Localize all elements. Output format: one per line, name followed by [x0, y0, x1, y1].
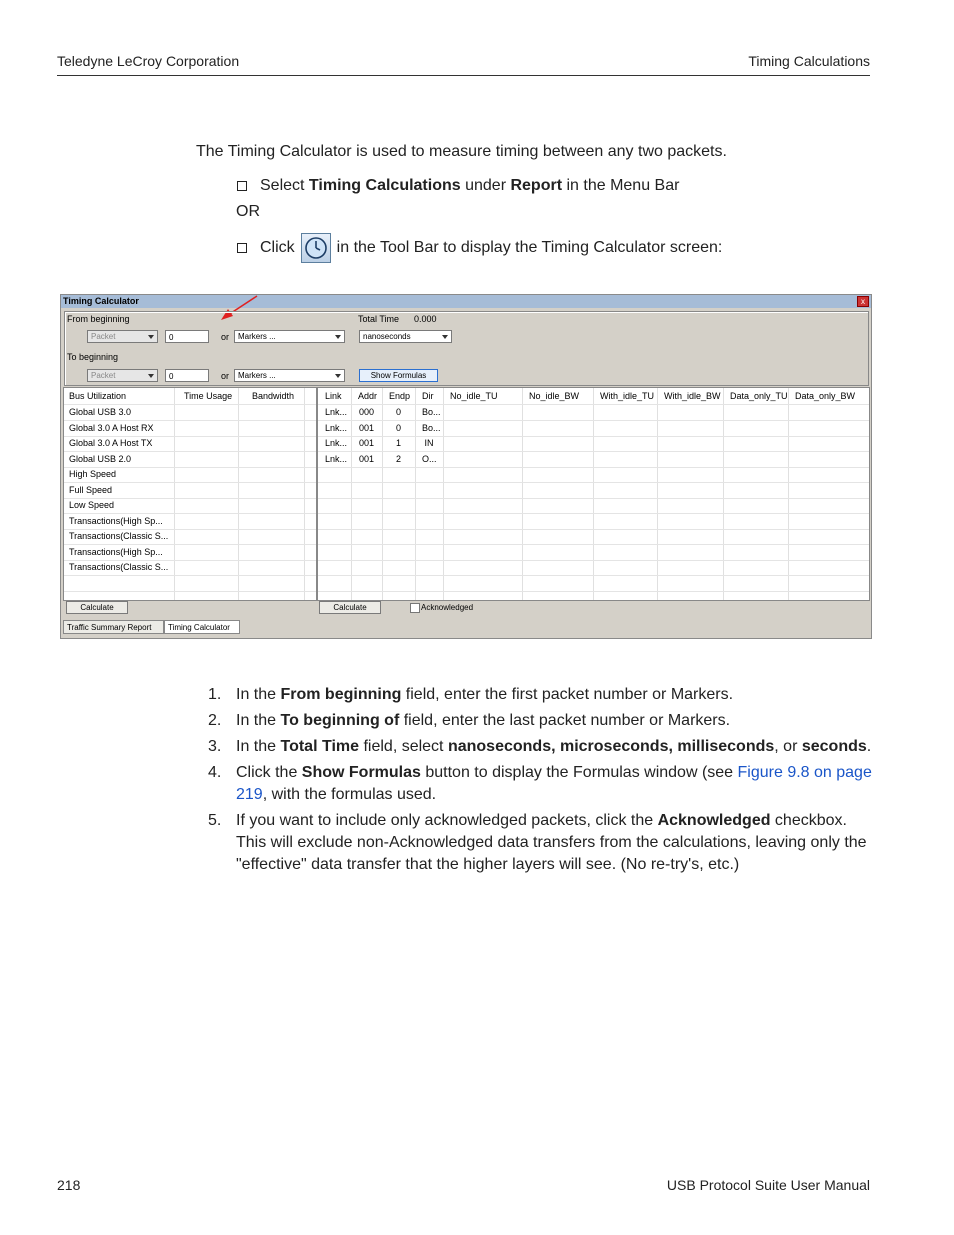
from-type-dropdown[interactable]: Packet [87, 330, 158, 343]
table-row[interactable] [318, 436, 869, 452]
table-row[interactable] [64, 483, 316, 499]
header-section: Timing Calculations [748, 53, 870, 69]
column-header[interactable]: Addr [358, 391, 378, 401]
from-packet-input[interactable]: 0 [165, 330, 209, 343]
column-header[interactable]: No_idle_TU [450, 391, 498, 401]
table-cell: 2 [395, 453, 401, 464]
to-beginning-label: To beginning [67, 352, 119, 362]
table-cell: Bo... [422, 422, 441, 433]
list-item: 4. Click the Show Formulas button to display the Formulas window (see Figure 9.8 on page 219, with the formulas used. [208, 764, 872, 803]
bullet-select: Select Timing Calculations under Report in the Menu Bar [237, 177, 679, 195]
bus-utilization-cell: Low Speed [69, 500, 115, 510]
bus-utilization-cell: Full Speed [69, 484, 113, 495]
table-row[interactable] [318, 452, 869, 468]
table-row[interactable] [64, 498, 316, 514]
show-formulas-button[interactable]: Show Formulas [359, 369, 438, 382]
timing-calculator-screenshot [60, 294, 872, 639]
bus-utilization-cell: Global USB 3.0 [69, 407, 132, 417]
table-row[interactable] [64, 467, 316, 483]
window-title: Timing Calculator [63, 296, 139, 306]
table-cell: Lnk... [325, 422, 348, 433]
bus-utilization-table [63, 387, 317, 601]
column-header[interactable]: No_idle_BW [529, 391, 580, 401]
packet-timing-table [317, 387, 870, 601]
total-time-label: Total Time [358, 314, 400, 324]
page-number: 218 [57, 1177, 81, 1193]
table-row[interactable] [64, 421, 316, 437]
intro-text: The Timing Calculator is used to measure timing between any two packets. [196, 143, 727, 160]
list-item: 1. In the From beginning field, enter the first packet number or Markers. [208, 686, 734, 703]
table-cell: O... [422, 453, 437, 464]
bus-utilization-cell: Transactions(Classic S... [69, 562, 169, 572]
column-header[interactable]: Bandwidth [252, 391, 295, 401]
column-header[interactable]: Data_only_TU [730, 391, 788, 401]
instruction-steps [208, 684, 873, 880]
table-header-row [318, 389, 869, 405]
bus-utilization-cell: Transactions(High Sp... [69, 515, 163, 526]
table-row [318, 498, 869, 514]
header-company: Teledyne LeCroy Corporation [57, 53, 240, 69]
from-markers-dropdown[interactable]: Markers ... [234, 330, 345, 343]
bus-utilization-cell: Global 3.0 A Host RX [69, 422, 154, 433]
table-cell: 1 [395, 438, 401, 448]
page-header [57, 53, 870, 76]
column-header[interactable]: Bus Utilization [69, 391, 127, 401]
acknowledged-label: Acknowledged [421, 603, 474, 612]
calc-settings-group [64, 311, 869, 386]
table-row [318, 514, 869, 530]
table-row[interactable] [64, 529, 316, 545]
tab-traffic-summary-report[interactable]: Traffic Summary Report [63, 620, 164, 634]
close-icon[interactable]: x [857, 296, 869, 307]
list-item: 2. In the To beginning of field, enter the last packet number or Markers. [208, 712, 731, 729]
table-row [318, 591, 869, 601]
table-header-row [64, 389, 316, 405]
table-row [318, 545, 869, 561]
table-row[interactable] [64, 514, 316, 530]
column-header[interactable]: Data_only_BW [795, 391, 856, 401]
from-beginning-label: From beginning [67, 314, 130, 324]
total-time-value: 0.000 [414, 314, 437, 324]
table-cell: 001 [358, 422, 375, 433]
bullet-box-icon [237, 243, 247, 253]
table-row [318, 483, 869, 499]
tab-timing-calculator[interactable]: Timing Calculator [164, 620, 240, 634]
table-row[interactable] [64, 405, 316, 421]
table-row [318, 560, 869, 576]
bus-utilization-cell: Global 3.0 A Host TX [69, 438, 153, 448]
table-row [318, 467, 869, 483]
table-cell: IN [424, 438, 434, 448]
bus-utilization-cell: Transactions(Classic S... [69, 531, 169, 541]
calculate-right-button[interactable]: Calculate [319, 601, 381, 614]
table-cell: 000 [358, 407, 375, 417]
table-row [318, 529, 869, 545]
table-row[interactable] [64, 545, 316, 561]
column-header[interactable]: With_idle_BW [664, 391, 721, 401]
list-item: 5. If you want to include only acknowledged packets, click the Acknowledged checkbox. This will exclude non-Acknowledged data transfers from the calculations, leaving only the "effective" data transfer that the higher layers will see. (No re-try's, etc.) [208, 812, 867, 873]
table-cell: Lnk... [325, 407, 348, 417]
table-cell: 0 [395, 407, 401, 417]
table-row[interactable] [64, 436, 316, 452]
table-row[interactable] [318, 421, 869, 437]
table-row[interactable] [64, 452, 316, 468]
column-header[interactable]: Endp [389, 391, 411, 401]
table-row [64, 591, 316, 601]
table-cell: Bo... [422, 407, 441, 417]
figure-link[interactable]: Figure 9.8 on page 219 [236, 764, 872, 803]
bus-utilization-cell: Transactions(High Sp... [69, 546, 163, 557]
to-type-dropdown[interactable]: Packet [87, 369, 158, 382]
or-label: or [221, 371, 230, 381]
bullet-click: Click in the Tool Bar to display the Timing Calculator screen: [237, 233, 722, 263]
table-cell: 001 [358, 453, 375, 464]
timing-calculator-clock-icon[interactable] [301, 233, 331, 263]
column-header[interactable]: Time Usage [184, 391, 233, 401]
or-text: OR [236, 203, 260, 220]
table-row [64, 576, 316, 592]
to-markers-dropdown[interactable]: Markers ... [234, 369, 345, 382]
units-dropdown[interactable]: nanoseconds [359, 330, 452, 343]
window-titlebar [61, 295, 871, 308]
list-item: 3. In the Total Time field, select nanoseconds, microseconds, milliseconds, or seconds. [208, 738, 872, 755]
table-cell: Lnk... [325, 438, 348, 448]
table-row [318, 576, 869, 592]
column-header[interactable]: Link [325, 391, 342, 401]
manual-title: USB Protocol Suite User Manual [666, 1177, 870, 1193]
table-row[interactable] [64, 560, 316, 576]
bullet-box-icon [237, 181, 247, 191]
table-row[interactable] [318, 405, 869, 421]
column-header[interactable]: Dir [422, 391, 434, 401]
bus-utilization-cell: High Speed [69, 469, 117, 479]
table-cell: Lnk... [325, 453, 348, 464]
acknowledged-checkbox[interactable] [410, 603, 420, 613]
table-cell: 0 [395, 422, 401, 433]
or-label: or [221, 332, 230, 342]
to-packet-input[interactable]: 0 [165, 369, 209, 382]
calculate-left-button[interactable]: Calculate [66, 601, 128, 614]
table-cell: 001 [358, 438, 375, 448]
bus-utilization-cell: Global USB 2.0 [69, 453, 132, 464]
column-header[interactable]: With_idle_TU [600, 391, 655, 401]
